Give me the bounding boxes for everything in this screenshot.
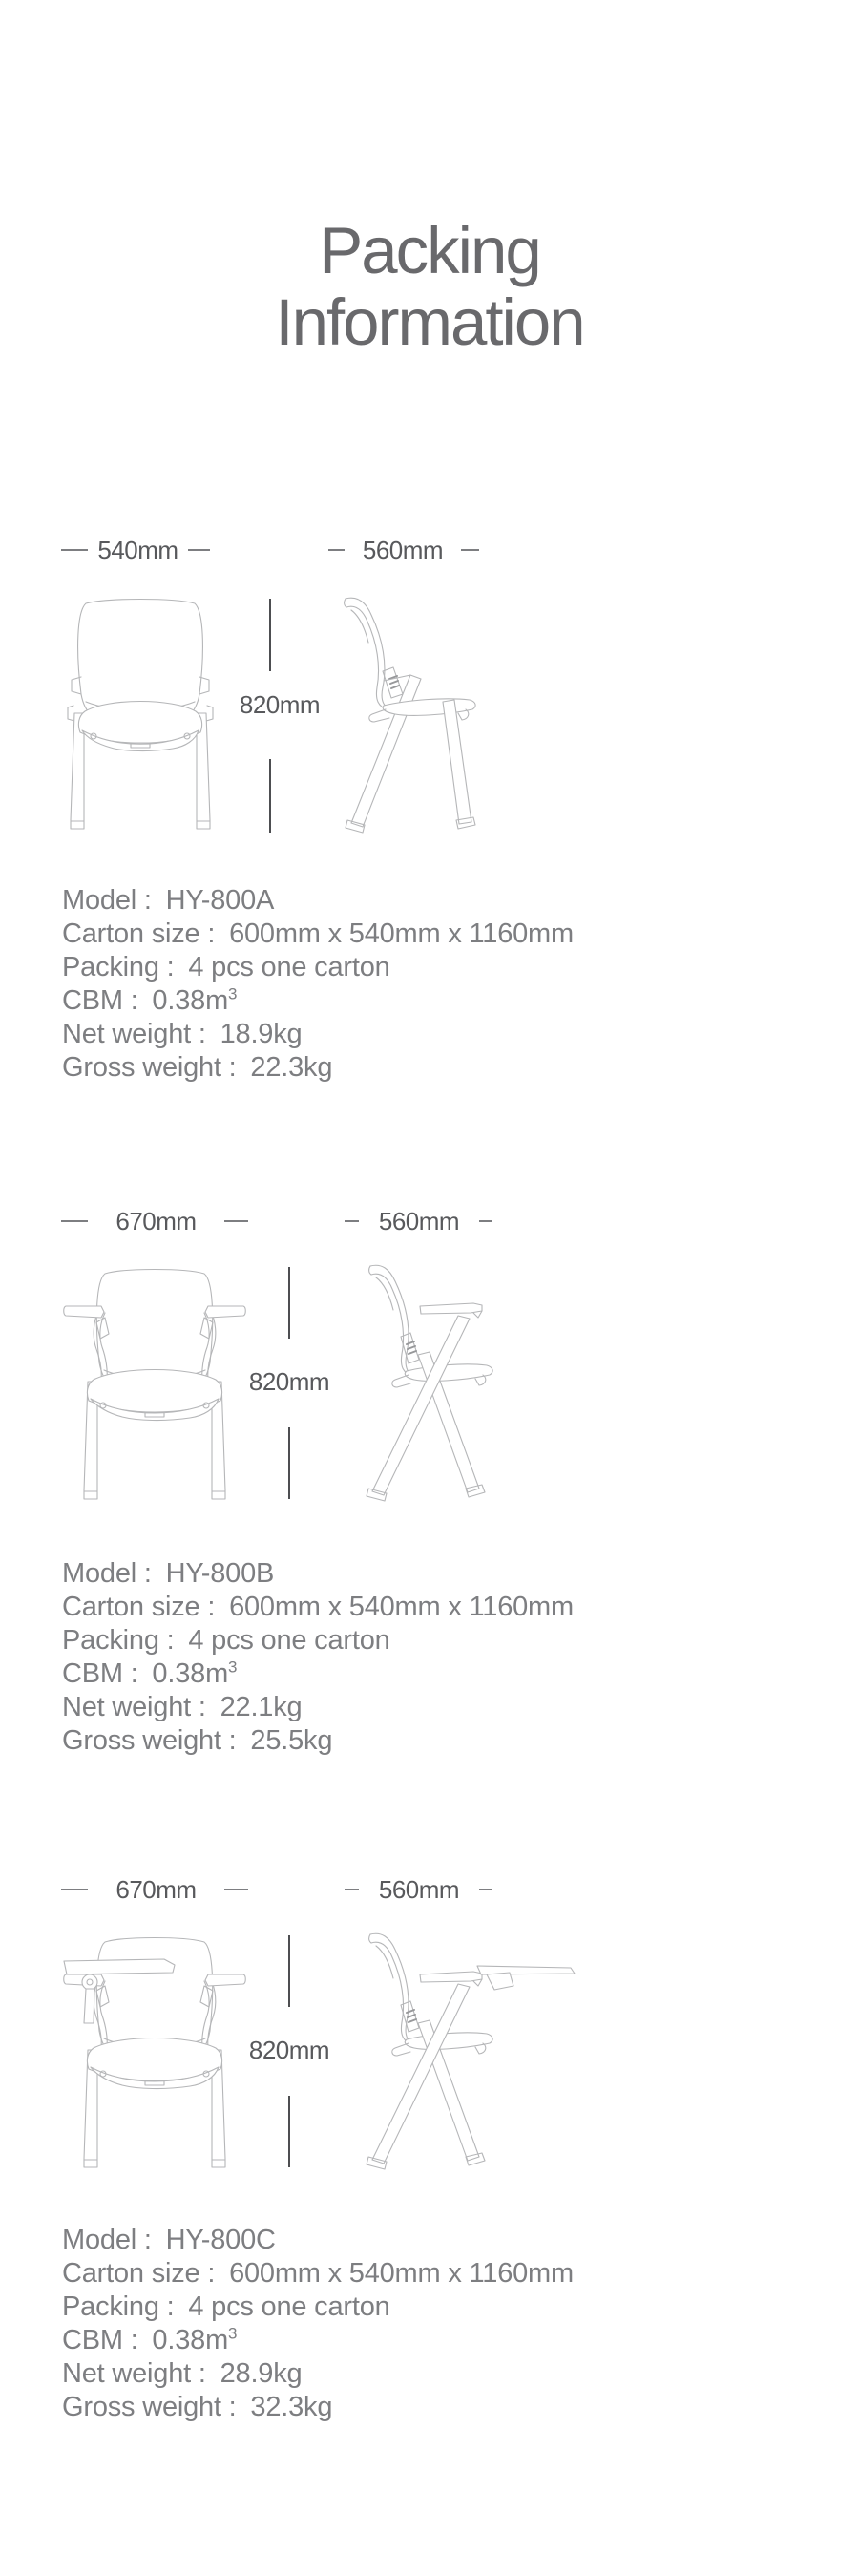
spec-separator: : — [220, 1052, 244, 1083]
spec-separator: : — [191, 2358, 214, 2389]
chair-side-view-drawing — [334, 1262, 498, 1501]
spec-label: CBM — [62, 1658, 123, 1689]
spec-value-superscript: 3 — [228, 2324, 238, 2343]
spec-value: 22.3kg — [250, 1052, 333, 1083]
spec-label: Net weight — [62, 2358, 192, 2389]
spec-separator: : — [122, 2325, 146, 2355]
side-depth-label: 560mm — [378, 1206, 460, 1235]
height-dimension-line — [288, 1267, 290, 1339]
spec-separator: : — [158, 1625, 182, 1656]
chair-front-view-drawing — [61, 1933, 248, 2170]
dimension-tick-icon — [479, 1220, 492, 1222]
dimension-tick-icon — [61, 1220, 88, 1222]
dimension-tick-icon — [479, 1889, 492, 1890]
chair-front-view-drawing — [61, 1265, 248, 1502]
spec-label: Carton size — [62, 918, 200, 949]
side-depth-dimension — [328, 535, 479, 564]
spec-label: Model — [62, 885, 136, 916]
spec-row-cbm — [62, 2324, 574, 2357]
dimension-tick-icon — [188, 549, 210, 551]
spec-list — [62, 884, 574, 1085]
side-depth-label: 560mm — [378, 1874, 460, 1904]
spec-row-model — [62, 2224, 574, 2257]
dimension-tick-icon — [224, 1889, 248, 1890]
spec-row-gross-weight — [62, 1051, 574, 1085]
spec-label: CBM — [62, 985, 123, 1016]
height-dimension-line — [288, 2096, 290, 2167]
spec-value-superscript: 3 — [228, 1658, 238, 1677]
side-depth-dimension — [345, 1206, 492, 1235]
spec-row-gross-weight — [62, 1724, 574, 1758]
chair-side-view-drawing — [334, 1931, 584, 2169]
dimension-tick-icon — [61, 549, 88, 551]
spec-value: 600mm x 540mm x 1160mm — [229, 1592, 574, 1622]
spec-separator: : — [122, 985, 146, 1016]
dimension-tick-icon — [61, 1889, 88, 1890]
height-dimension-line — [288, 1935, 290, 2007]
spec-label: Packing — [62, 2291, 159, 2322]
spec-label: Gross weight — [62, 2392, 221, 2422]
spec-row-carton-size — [62, 918, 574, 951]
spec-value: 22.1kg — [220, 1692, 303, 1722]
chair-side-view-drawing — [326, 595, 481, 834]
side-depth-dimension — [345, 1874, 492, 1904]
dimension-tick-icon — [461, 549, 479, 551]
spec-row-net-weight — [62, 2357, 574, 2391]
spec-row-net-weight — [62, 1018, 574, 1051]
front-width-label: 540mm — [97, 535, 178, 564]
spec-separator: : — [199, 2258, 223, 2289]
spec-row-model — [62, 884, 574, 918]
spec-label: Net weight — [62, 1019, 192, 1049]
spec-separator: : — [136, 1558, 159, 1589]
page-title — [0, 215, 859, 358]
height-dimension-label: 820mm — [239, 690, 321, 719]
spec-label: Carton size — [62, 2258, 200, 2289]
spec-separator: : — [199, 918, 223, 949]
spec-label: Packing — [62, 1625, 159, 1656]
height-dimension-line — [288, 1427, 290, 1499]
spec-row-carton-size — [62, 2257, 574, 2291]
spec-row-net-weight — [62, 1691, 574, 1724]
spec-value: 4 pcs one carton — [188, 2291, 390, 2322]
spec-separator: : — [191, 1019, 214, 1049]
spec-separator: : — [220, 2392, 244, 2422]
spec-value: 0.38m — [152, 1658, 229, 1689]
spec-separator: : — [136, 885, 159, 916]
spec-value: 600mm x 540mm x 1160mm — [229, 2258, 574, 2289]
spec-value: 32.3kg — [250, 2392, 333, 2422]
spec-label: Gross weight — [62, 1052, 221, 1083]
front-width-dimension — [61, 535, 210, 564]
spec-row-gross-weight — [62, 2391, 574, 2424]
spec-row-model — [62, 1557, 574, 1591]
page-title-line2: Information — [275, 285, 584, 359]
spec-row-packing — [62, 2291, 574, 2324]
spec-label: Model — [62, 1558, 136, 1589]
front-width-dimension — [61, 1874, 248, 1904]
spec-list — [62, 1557, 574, 1758]
spec-list — [62, 2224, 574, 2424]
spec-label: Packing — [62, 952, 159, 982]
height-dimension-line — [269, 599, 271, 671]
dimension-tick-icon — [224, 1220, 248, 1222]
spec-value: 0.38m — [152, 2325, 229, 2355]
front-width-label: 670mm — [115, 1206, 197, 1235]
spec-row-cbm — [62, 1658, 574, 1691]
spec-row-carton-size — [62, 1591, 574, 1624]
dimension-tick-icon — [345, 1220, 359, 1222]
height-dimension-line — [269, 759, 271, 833]
dimension-tick-icon — [345, 1889, 359, 1890]
spec-separator: : — [122, 1658, 146, 1689]
spec-value: HY-800A — [165, 885, 275, 916]
spec-label: Net weight — [62, 1692, 192, 1722]
spec-separator: : — [199, 1592, 223, 1622]
spec-label: Gross weight — [62, 1725, 221, 1756]
spec-value: 0.38m — [152, 985, 229, 1016]
spec-value: HY-800B — [165, 1558, 275, 1589]
spec-separator: : — [158, 2291, 182, 2322]
spec-separator: : — [191, 1692, 214, 1722]
spec-row-packing — [62, 1624, 574, 1658]
spec-value: 25.5kg — [250, 1725, 333, 1756]
spec-separator: : — [158, 952, 182, 982]
spec-row-packing — [62, 951, 574, 984]
page-title-line1: Packing — [319, 214, 540, 287]
height-dimension-label: 820mm — [248, 1367, 330, 1396]
spec-value: 4 pcs one carton — [188, 952, 390, 982]
spec-value: 4 pcs one carton — [188, 1625, 390, 1656]
spec-row-cbm — [62, 984, 574, 1018]
dimension-tick-icon — [328, 549, 345, 551]
height-dimension-label: 820mm — [248, 2036, 330, 2064]
chair-front-view-drawing — [61, 595, 220, 832]
side-depth-label: 560mm — [362, 535, 444, 564]
spec-separator: : — [136, 2225, 159, 2255]
spec-separator: : — [220, 1725, 244, 1756]
spec-value: HY-800C — [165, 2225, 276, 2255]
spec-label: Carton size — [62, 1592, 200, 1622]
spec-value-superscript: 3 — [228, 984, 238, 1003]
spec-value: 600mm x 540mm x 1160mm — [229, 918, 574, 949]
spec-value: 28.9kg — [220, 2358, 303, 2389]
spec-value: 18.9kg — [220, 1019, 303, 1049]
front-width-dimension — [61, 1206, 248, 1235]
spec-label: Model — [62, 2225, 136, 2255]
front-width-label: 670mm — [115, 1874, 197, 1904]
spec-label: CBM — [62, 2325, 123, 2355]
